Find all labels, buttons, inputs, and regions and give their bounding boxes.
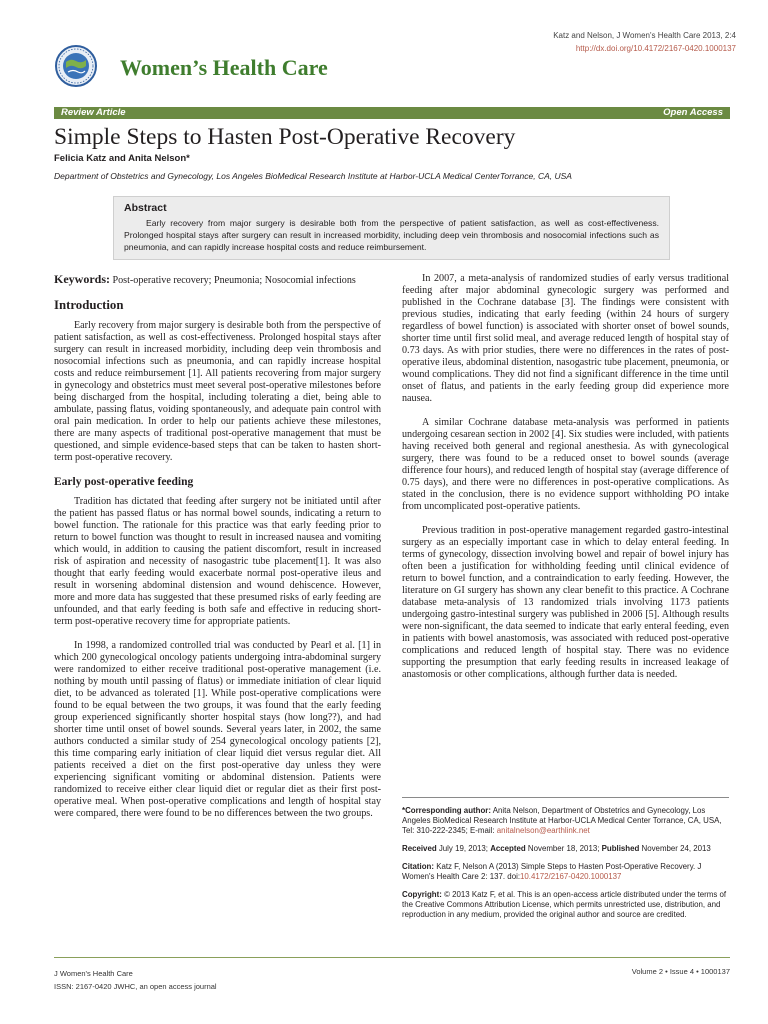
article-type-bar (54, 107, 730, 119)
accepted-label: Accepted (490, 844, 526, 853)
dates (402, 844, 729, 854)
article-title: Simple Steps to Hasten Post-Operative Recovery (54, 124, 516, 150)
right-column (402, 273, 729, 693)
copyright-label: Copyright: (402, 890, 442, 899)
right-paragraph-1: In 2007, a meta-analysis of randomized studies of early versus traditional feeding after major abdominal gynecologic surgery was performed and published in the Cochrane database [3]. The findings were consistent with previous studies, indicating that early feeding (within 24 hours of surgery regardless of bowel function) is associated with shorter onset of bowel sounds, shorter time until first solid meal, and average reduced length of hospital stay of 0.73 days. As with prior studies, there were no differences in the rates of post-operative ileus, abdominal distention, nasogastric tube placement, pneumonia, or wound complications. They did not find a significant difference in the time until onset of flatus, and patients in the early feeding group did experience more nausea. (402, 273, 729, 404)
accepted-date: November 18, 2013; (525, 844, 602, 853)
footer-volume: Volume 2 • Issue 4 • 1000137 (631, 967, 730, 976)
article-affiliation: Department of Obstetrics and Gynecology, Los Angeles BioMedical Research Institute at Harbor-UCLA Medical CenterTorrance, CA, USA (54, 171, 572, 181)
correspondence-box (402, 797, 729, 928)
right-paragraph-2: A similar Cochrane database meta-analysis was performed in patients undergoing cesarean section in 2002 [4]. Six studies were included, with patients having received both general and regional anesthesia. As with gynecological surgery, there was found to be a reduced onset to bowel sounds (average difference four hours), and reduced length of hospital stay (average difference of 0.75 days), and there were no differences in post-operative complications. As stated in the conclusion, there is no evidence support withholding PO intake from uncomplicated post-operative patients. (402, 417, 729, 512)
footer-journal: J Women's Health Care (54, 969, 133, 978)
open-access-label: Open Access (663, 107, 723, 118)
published-label: Published (601, 844, 640, 853)
right-paragraph-3: Previous tradition in post-operative management regarded gastro-intestinal surgery as an especially important case in which to delay enteral feeding. In terms of gynecology, dissection involving bowel and repair of bowel injury has often been a justification for withholding feeding until clinical evidence of return to bowel function, and a contraindication to early feeding. However, the literature on GI surgery has shown any clear benefit to this practice. A Cochrane database meta-analysis of 13 randomized trials involving 1173 patients undergoing gastro-intestinal surgery was published in 2006 [5]. Although results were non-significant, the data seemed to indicate that early enteral feeding, even in patients with bowel anastomosis, was associated with reduced post-operative complications and reduced length of hospital stay. There was no evidence supporting the presumption that early feeding results in increased leakage of anastomosis or other complications, although further data is needed. (402, 525, 729, 680)
page-header (0, 0, 768, 100)
header-citation (553, 29, 736, 55)
corresponding-author (402, 806, 729, 836)
abstract-box (113, 196, 670, 260)
introduction-heading: Introduction (54, 298, 124, 312)
footer-issn: ISSN: 2167-0420 JWHC, an open access journal (54, 982, 217, 991)
feeding-heading: Early post-operative feeding (54, 476, 194, 488)
corresponding-author-text: Anita Nelson, Department of Obstetrics and Gynecology, Los Angeles BioMedical Research Institute at Harbor-UCLA Medical Center Torrance, CA, USA, Tel: 310-222-2345; E-mail: (402, 806, 722, 835)
citation (402, 862, 729, 882)
footer-divider (54, 957, 730, 958)
corresponding-author-label: *Corresponding author: (402, 806, 491, 815)
received-date: July 19, 2013; (436, 844, 491, 853)
citation-doi-link[interactable]: 10.4172/2167-0420.1000137 (520, 872, 622, 881)
feeding-paragraph-1: Tradition has dictated that feeding after surgery not be initiated until after the patient has passed flatus or has normal bowel sounds, indicating a return to bowel function. The rationale for this practice was that early feeding prior to return to bowel function was thought to result in increased nausea and vomiting which would, in addition to causing the patient discomfort, result in increased risk of aspiration and necessity of nasogastric tube placement[1]. It was also thought that early feeding would exacerbate normal post-operative ileus and result in worsening abdominal distension and wound dehiscence. However, more and more data has suggested that these presumed risks of early feeding are unfounded, and that early feeding is both safe and effective in reducing short-term post-operative recovery time for appropriate patients. (54, 496, 381, 627)
keywords-label: Keywords: (54, 272, 110, 286)
copyright-text: © 2013 Katz F, et al. This is an open-access article distributed under the terms of the Creative Commons Attribution License, which permits unrestricted use, distribution, and reproduction in any medium, provided the original author and source are credited. (402, 890, 727, 919)
journal-name: Women’s Health Care (120, 55, 328, 80)
article-type: Review Article (61, 107, 126, 118)
footer-left (54, 967, 217, 993)
keywords-text: Post-operative recovery; Pneumonia; Nosocomial infections (110, 275, 356, 286)
abstract-text: Early recovery from major surgery is desirable both from the perspective of patient satisfaction, as well as cost-effectiveness. Prolonged hospital stays after surgery can result in increased morbidity, including deep vein thrombosis and nosocomial infections such as pneumonia, and can rapidly increase hospital costs and reduce reimbursement. (124, 218, 659, 252)
abstract-heading: Abstract (124, 202, 167, 214)
header-citation-text: Katz and Nelson, J Women's Health Care 2013, 2:4 (553, 31, 736, 40)
author-email-link[interactable]: anitalnelson@earthlink.net (496, 826, 590, 835)
introduction-paragraph: Early recovery from major surgery is desirable both from the perspective of patient satisfaction, as well as cost-effectiveness. Prolonged hospital stays after surgery can result in increased morbidity, including deep vein thrombosis and nosocomial infections such as pneumonia, and can rapidly increase hospital costs and reduce reimbursement [1]. All patients recovering from major surgery in gynecology and obstetrics must meet several post-operative milestones before being discharged from the hospital, including tolerating a diet, being able to ambulate, passing flatus, voiding spontaneously, and adequate pain control with oral pain medication. In order to help our patients achieve these milestones, there are many aspects of traditional post-operative management that must be questioned, and simple evidence-based steps that can be taken to hasten short-term post-operative recovery. (54, 320, 381, 463)
copyright (402, 890, 729, 920)
keywords (54, 273, 381, 287)
received-label: Received (402, 844, 437, 853)
citation-text: Katz F, Nelson A (2013) Simple Steps to Hasten Post-Operative Recovery. J Women's Health Care 2: 137. doi: (402, 862, 702, 881)
globe-logo-icon (54, 44, 98, 88)
published-date: November 24, 2013 (639, 844, 711, 853)
header-doi-link[interactable]: http://dx.doi.org/10.4172/2167-0420.1000137 (575, 44, 736, 53)
feeding-paragraph-2: In 1998, a randomized controlled trial was conducted by Pearl et al. [1] in which 200 gynecological oncology patients undergoing intra-abdominal surgery were randomized to either receive traditional post-operative management (i.e. nothing by mouth until passing of flatus) or immediate initiation of clear liquid diet, to be advanced as tolerated [1]. While post-operative complications were found to be equal between the two groups, it was found that the early feeding group experienced significantly shorter hospital stays (how long??), and had shorter time until onset of bowel sounds. Several years later, in 2002, the same authors conducted a similar study of 254 gynecological oncology patients [2], this time comparing early initiation of clear liquid diet versus regular diet. All patients received a diet on the first post-operative day unless they were experiencing significant vomiting or abdominal distension. Patients were randomized to receive either clear liquid diet or regular diet as their first post-operative meal. When post-operative complications and length of hospital stay were compared, there were found to be no differences between the two groups. (54, 640, 381, 819)
left-column (54, 273, 381, 832)
article-authors: Felicia Katz and Anita Nelson* (54, 153, 190, 164)
citation-label: Citation: (402, 862, 434, 871)
